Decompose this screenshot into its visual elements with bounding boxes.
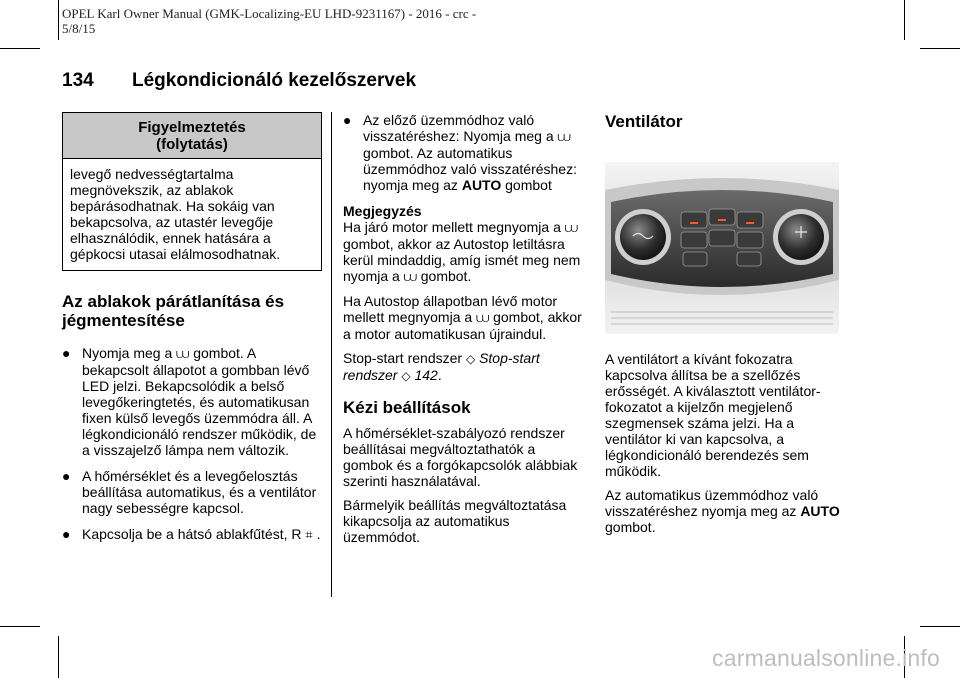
page-number: 134 xyxy=(62,70,94,91)
defrost-icon: ⩊ xyxy=(403,269,417,284)
stop-start-link[interactable]: Stop-start rendszer xyxy=(343,350,540,383)
fan-paragraph-1: A ventilátort a kívánt fokozatra kapcsolva állítsa be a szellőzés erősségét. A kiválasztott ventilátor-fokozatot a kijelzőn megjelenő szegmensek száma jelzi. Ha a ventilátor ki van kapcsolva, a légkondicionáló berendezés sem működik. xyxy=(605,351,821,479)
defrost-icon: ⩊ xyxy=(564,220,578,235)
stop-start-page-ref[interactable]: 142 xyxy=(414,367,438,383)
fan-2-start: Az automatikus üzemmódhoz való visszatéréshez nyomja meg az xyxy=(605,487,819,519)
fan-2-end: gombot. xyxy=(605,519,656,535)
rear-window-defrost-icon: ⌗ xyxy=(305,527,313,542)
warning-title: Figyelmeztetés xyxy=(138,119,246,136)
defog-step-3-end: . xyxy=(316,526,321,542)
return-step-middle: gombot. Az automatikus üzemmódhoz való visszatéréshez: nyomja meg az xyxy=(363,145,577,193)
warning-header xyxy=(63,113,321,159)
note-paragraph-1 xyxy=(343,219,583,285)
defrost-icon: ⩊ xyxy=(557,129,571,144)
cross-reference-icon: ◇ xyxy=(401,369,411,383)
bullet-icon: ● xyxy=(62,345,71,361)
stop-start-text: Stop-start rendszer xyxy=(343,350,463,366)
crop-mark xyxy=(920,48,960,49)
defog-step-1-end: gombot. A bekapcsolt állapotot a gombban lévő LED jelzi. Bekapcsolódik a belső levegőkeringtetés, és automatikusan fixen külső levegős üzemmódra áll. A légkondicionáló rendszer működik, de a visszajelző lámpa nem változik. xyxy=(82,345,317,458)
defog-step-3-start: Kapcsolja be a hátsó ablakfűtést, R xyxy=(82,526,302,542)
note-2-end: gombot, akkor a motor automatikusan újraindul. xyxy=(343,309,582,342)
manual-settings-paragraph-1: A hőmérséklet-szabályozó rendszer beállításai megváltoztathatók a gombok és a forgókapcsolók alábbiak szerinti használatával. xyxy=(343,425,578,489)
warning-subtitle: (folytatás) xyxy=(156,136,228,153)
fan-heading: Ventilátor xyxy=(605,112,683,131)
left-column xyxy=(62,112,324,543)
defog-step-1-start: Nyomja meg a xyxy=(82,345,173,361)
note-2-start: Ha Autostop állapotban lévő motor mellett megnyomja a xyxy=(343,293,558,325)
auto-button-label: AUTO xyxy=(461,177,502,193)
document-header xyxy=(62,6,476,36)
crop-mark xyxy=(0,626,40,627)
note-1-middle: gombot, akkor az Autostop letiltásra kerül mindaddig, amíg ismét meg nem nyomja a xyxy=(343,236,581,284)
climate-control-panel-photo xyxy=(605,162,839,334)
manual-settings-paragraph-2: Bármelyik beállítás megváltoztatása kikapcsolja az automatikus üzemmódot. xyxy=(343,497,567,545)
note-paragraph-2 xyxy=(343,293,583,342)
bullet-icon: ● xyxy=(62,526,71,542)
defrost-icon: ⩊ xyxy=(176,346,190,361)
list-item xyxy=(343,112,583,193)
middle-column xyxy=(343,112,583,545)
stop-start-reference xyxy=(343,350,583,384)
note-1-end: gombot. xyxy=(420,268,472,284)
watermark[interactable]: carmanualsonline.info xyxy=(712,645,940,671)
note-label: Megjegyzés xyxy=(343,203,422,219)
cross-reference-icon: ◇ xyxy=(465,352,476,366)
return-step-end: gombot xyxy=(505,177,552,193)
defog-heading: Az ablakok párátlanítása és jégmentesítése xyxy=(62,292,285,330)
crop-mark xyxy=(58,0,59,40)
list-item xyxy=(62,468,324,516)
crop-mark xyxy=(58,636,59,678)
list-item xyxy=(62,526,324,543)
header-title-line: OPEL Karl Owner Manual (GMK-Localizing-EU LHD-9231167) - 2016 - crc - xyxy=(62,6,477,21)
right-column xyxy=(605,112,841,535)
defog-step-2: A hőmérséklet és a levegőelosztás beállítása automatikus, és a ventilátor nagy sebességre kapcsol. xyxy=(82,468,317,516)
column-divider xyxy=(331,112,332,597)
bullet-icon: ● xyxy=(343,112,352,128)
header-date-line: 5/8/15 xyxy=(62,21,96,36)
return-step-start: Az előző üzemmódhoz való visszatéréshez: Nyomja meg a xyxy=(363,112,554,144)
crop-mark xyxy=(0,48,40,49)
stop-start-period: . xyxy=(437,367,442,383)
crop-mark xyxy=(920,626,960,627)
crop-mark xyxy=(904,0,905,40)
fan-paragraph-2 xyxy=(605,487,841,535)
defrost-icon: ⩊ xyxy=(476,310,490,325)
manual-settings-heading: Kézi beállítások xyxy=(343,398,471,417)
bullet-icon: ● xyxy=(62,468,71,484)
note-1-start: Ha járó motor mellett megnyomja a xyxy=(343,219,561,235)
warning-text: levegő nedvességtartalma megnövekszik, az ablakok bepárásodhatnak. Ha sokáig van bekapcsolva, az utastér levegője elhasználódik, ennek hatására a gépkocsi utasai elálmosodhatnak. xyxy=(70,166,281,262)
page-title: Légkondicionáló kezelőszervek xyxy=(132,70,417,91)
warning-box xyxy=(62,112,322,271)
list-item xyxy=(62,345,324,458)
auto-button-label: AUTO xyxy=(800,503,840,519)
